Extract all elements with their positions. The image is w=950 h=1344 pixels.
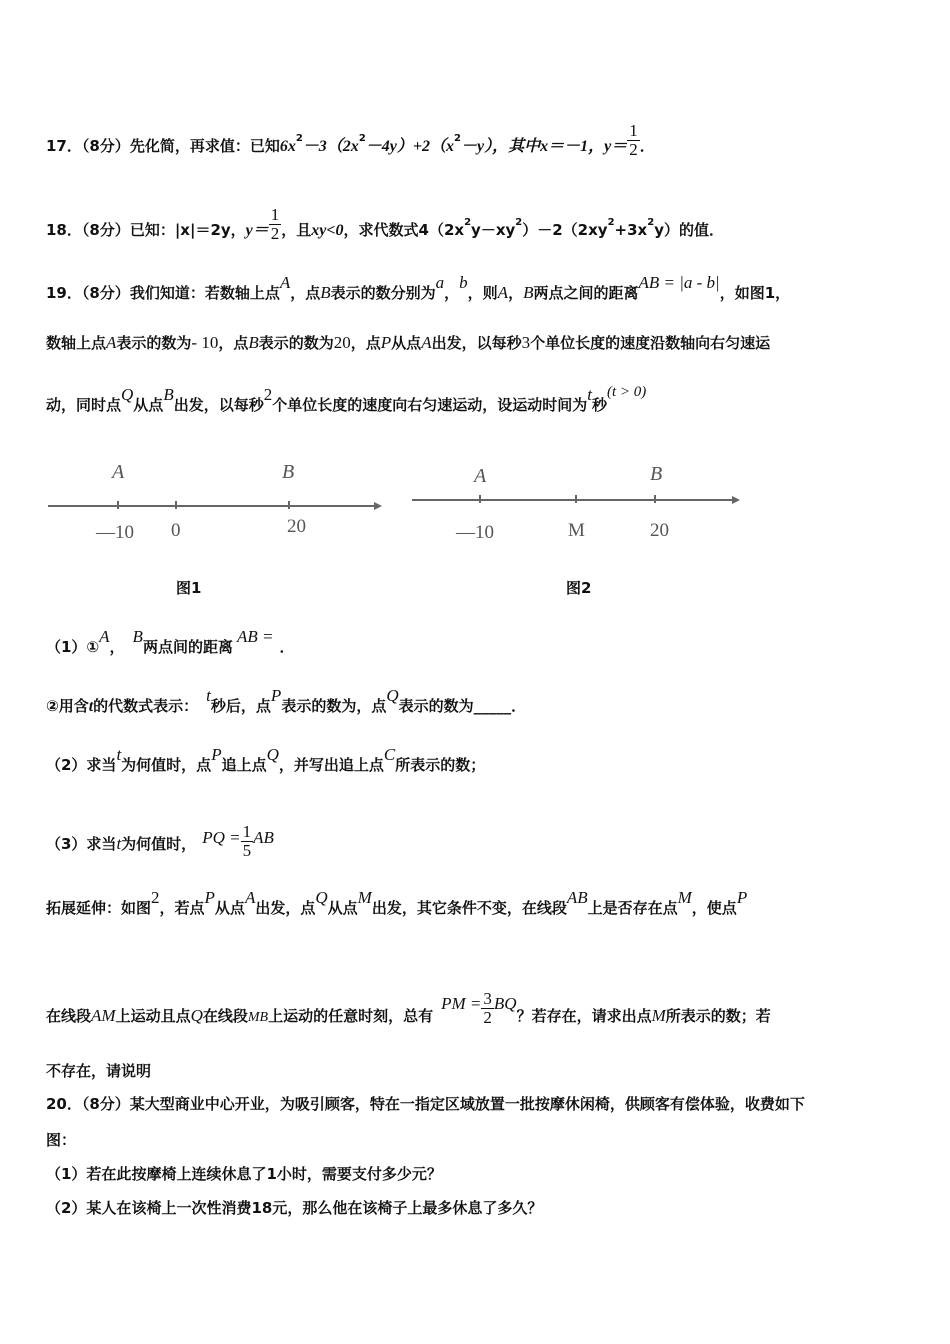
q19-text: 出发，以每秒: [431, 334, 522, 352]
q17-frac-num: 1: [629, 121, 638, 140]
math-A: A: [244, 888, 256, 907]
q19-text: ，点: [218, 334, 249, 352]
part-text: 秒后，点: [210, 697, 271, 715]
math-B: B: [132, 627, 143, 646]
part-text: （1）①: [46, 638, 100, 656]
q17-exp: 2: [295, 133, 303, 144]
q19-text: 出发，以每秒: [173, 396, 264, 414]
speed-Q: 2: [263, 385, 273, 404]
ext-text: 所表示的数；若: [665, 1007, 771, 1025]
math-A: A: [106, 333, 117, 352]
fig2-tick-label: —10: [456, 522, 494, 543]
q18-text-b: ，且: [281, 221, 312, 239]
q18-text-f: +3x: [614, 221, 648, 239]
math-P: P: [270, 686, 282, 705]
question-19-line-3: [46, 384, 910, 416]
ext-text: 在线段: [202, 1007, 248, 1025]
q18-frac-den: 2: [270, 224, 280, 243]
part-text: ，并写出追上点: [278, 756, 384, 774]
math-AM: AM: [91, 1006, 116, 1025]
q19-text: 从点: [391, 334, 422, 352]
q18-text-g: y）的值．: [654, 221, 724, 239]
part-2: [46, 745, 910, 775]
q17-expr-3: －4y）+2（x: [365, 138, 455, 155]
q18-exp: 2: [464, 217, 472, 228]
fraction-one-fifth: [241, 823, 254, 860]
math-AB: AB: [566, 888, 588, 907]
q18-exp: 2: [515, 217, 523, 228]
part-text: 为何值时，: [121, 835, 197, 853]
math-b: b: [459, 273, 468, 292]
q18-text-c: ，求代数式4（2x: [343, 221, 465, 239]
part-text: 表示的数为: [281, 697, 357, 715]
math-AB: AB =: [236, 627, 274, 646]
q17-expr-2: －3（2x: [302, 138, 359, 155]
math-distance-formula: AB = |a - b|: [638, 273, 720, 292]
question-20-line-2: [46, 1130, 910, 1150]
q17-fraction: [627, 122, 640, 159]
math-B: B: [163, 385, 174, 404]
part-text: 表示的数为: [398, 697, 474, 715]
math-Q: Q: [121, 385, 134, 404]
fig1-label-B: B: [282, 461, 295, 483]
math-Q: Q: [315, 888, 328, 907]
figure-1-caption: 图1: [176, 579, 202, 597]
math-B: B: [248, 333, 259, 352]
part-text: （2）求当: [46, 756, 117, 774]
q18-fraction: [269, 206, 282, 243]
speed-P: 3: [521, 333, 531, 352]
answer-blank: _____: [473, 697, 512, 715]
ext-text: ？若存在，请求出点: [516, 1007, 652, 1025]
ext-text: 从点: [327, 899, 358, 917]
fig1-tick-label: —10: [96, 522, 134, 543]
math-A: A: [99, 627, 110, 646]
q20-text: （1）若在此按摩椅上连续休息了1小时，需要支付多少元？: [46, 1165, 442, 1183]
q19-text: 表示的数分别为: [330, 284, 436, 302]
frac-den: 5: [242, 841, 252, 860]
math-a: a: [435, 273, 445, 292]
ext-text: 出发，点: [255, 899, 316, 917]
frac-num: 3: [483, 989, 492, 1008]
question-20-part-1: [46, 1164, 910, 1184]
q19-text: 表示的数为: [258, 334, 334, 352]
part-text: 追上点: [221, 756, 267, 774]
q19-number: 19．: [46, 284, 82, 302]
part-text: 为何值时，点: [121, 756, 212, 774]
ext-text: 不存在，请说明: [46, 1062, 152, 1080]
part-text: 所表示的数；: [395, 756, 486, 774]
q17-number: 17．: [46, 137, 82, 155]
math-MB: MB: [247, 1010, 269, 1025]
extension-line-2: [46, 989, 910, 1035]
q18-number: 18．: [46, 221, 82, 239]
q17-end: ．: [639, 137, 655, 155]
extension-line-3: [46, 1061, 910, 1081]
q19-text: 我们知道：若数轴上点: [129, 284, 280, 302]
math-Q: Q: [266, 745, 279, 764]
q17-exp: 2: [358, 133, 366, 144]
figure-2-caption: 图2: [566, 579, 592, 597]
q17-expr-1: 6x: [279, 138, 296, 155]
math-t: t: [206, 686, 211, 705]
q18-exp: 2: [647, 217, 655, 228]
ext-text: 上是否存在点: [587, 899, 678, 917]
q17-exp: 2: [454, 133, 461, 144]
q19-text: 表示的数为: [116, 334, 192, 352]
part-1-1: [46, 627, 910, 657]
part-text: ，点: [356, 697, 387, 715]
ext-text: 上运动且点: [115, 1007, 191, 1025]
q19-text: ，点: [350, 334, 381, 352]
math-P: P: [380, 333, 392, 352]
math-t-condition: (t > 0): [606, 384, 647, 400]
math-A: A: [421, 333, 432, 352]
q20-text: 图：: [46, 1131, 77, 1149]
value-B: 20: [333, 333, 351, 352]
question-17: [46, 121, 910, 165]
q17-cond-y: y＝: [604, 138, 628, 155]
figure-1-number-line: [44, 450, 384, 560]
q19-text: 数轴上点: [46, 334, 107, 352]
q20-text: （2）某人在该椅上一次性消费18元，那么他在该椅子上最多休息了多久？: [46, 1199, 543, 1217]
arrow-head-icon: [374, 502, 382, 510]
math-P: P: [211, 745, 222, 764]
fig1-tick-label: 0: [171, 520, 181, 541]
q18-score: （8分）: [81, 221, 130, 239]
math-A: A: [497, 283, 509, 302]
q18-cond-y: y＝: [245, 222, 269, 239]
math-t: t: [116, 834, 122, 853]
q19-text: 秒: [591, 396, 607, 414]
math-M: M: [677, 888, 692, 907]
part-text: ②用含: [46, 697, 89, 715]
math-M: M: [651, 1006, 666, 1025]
q19-score: （8分）: [81, 284, 130, 302]
arrow-head-icon: [732, 496, 740, 504]
part-text: ，: [109, 638, 125, 656]
math-AB: AB: [253, 828, 274, 847]
math-P: P: [736, 888, 748, 907]
question-19-line-2: [46, 333, 910, 353]
part-text: ．: [279, 638, 295, 656]
math-Q: Q: [190, 1006, 203, 1025]
q18-exp: 2: [607, 217, 615, 228]
q19-text: 动，同时点: [46, 396, 122, 414]
q19-text: ，: [444, 284, 460, 302]
figure-ref: 2: [151, 888, 160, 907]
q19-text: ，: [508, 284, 524, 302]
q18-text-d: y－xy: [471, 221, 516, 239]
fig2-label-A: A: [474, 465, 487, 487]
math-A: A: [279, 273, 291, 292]
fig2-label-B: B: [650, 463, 663, 485]
part-1-2: [46, 686, 910, 717]
fig2-tick-label: M: [568, 520, 585, 541]
q19-text: 个单位长度的速度向右匀速运动，设运动时间为: [272, 396, 588, 414]
value-A: - 10: [191, 333, 219, 352]
math-t: t: [587, 385, 592, 404]
math-t: t: [116, 745, 122, 764]
figure-2-number-line: [408, 450, 748, 560]
math-M: M: [357, 888, 372, 907]
q19-text: 从点: [133, 396, 164, 414]
fraction-three-halves: [481, 990, 494, 1027]
q17-cond-x: x＝－1，: [540, 138, 605, 155]
part-3: [46, 822, 910, 863]
ext-text: 上运动的任意时刻，总有: [268, 1007, 434, 1025]
question-19-line-1: [46, 273, 910, 303]
fig1-label-A: A: [112, 461, 125, 483]
ext-text: ，若点: [159, 899, 205, 917]
part-text: ．: [511, 697, 527, 715]
question-18: [46, 205, 910, 249]
q19-text: ，如图1，: [719, 284, 791, 302]
ext-text: 拓展延伸：如图: [46, 899, 152, 917]
math-B: B: [320, 283, 331, 302]
q18-text-e: ）－2（2xy: [522, 221, 608, 239]
question-20-part-2: [46, 1198, 910, 1218]
ext-text: 出发，其它条件不变，在线段: [371, 899, 567, 917]
q18-cond-xy: xy<0: [311, 222, 344, 239]
ext-text: ，使点: [691, 899, 737, 917]
q17-frac-den: 2: [629, 140, 638, 159]
q18-frac-num: 1: [270, 205, 280, 224]
q19-text: 个单位长度的速度沿数轴向右匀速运: [530, 334, 771, 352]
fig1-tick-label: 20: [287, 516, 306, 537]
math-C: C: [383, 745, 396, 764]
part-text: 两点间的距离: [142, 638, 233, 656]
math-B: B: [523, 283, 534, 302]
math-P: P: [204, 888, 215, 907]
q19-text: ，则: [467, 284, 498, 302]
math-Q: Q: [386, 686, 399, 705]
part-text: 的代数式表示：: [93, 697, 199, 715]
q19-text: ，点: [290, 284, 321, 302]
math-PM: PM =: [441, 994, 482, 1013]
math-t: t: [88, 698, 94, 715]
math-BQ: BQ: [493, 994, 517, 1013]
q18-text-a: 已知：|x|＝2y，: [129, 221, 246, 239]
q20-text: 20．（8分）某大型商业中心开业，为吸引顾客，特在一指定区域放置一批按摩休闲椅，供顾客有偿体验，收费如下: [46, 1095, 805, 1113]
frac-den: 2: [483, 1008, 492, 1027]
frac-num: 1: [242, 822, 252, 841]
q19-text: 两点之间的距离: [533, 284, 639, 302]
part-text: （3）求当: [46, 835, 117, 853]
question-20-line-1: [46, 1094, 910, 1114]
fig2-tick-label: 20: [650, 520, 669, 541]
q17-text: 先化简，再求值：已知: [129, 137, 280, 155]
q17-expr-4: －y），其中: [460, 138, 541, 155]
extension-line-1: [46, 888, 910, 918]
math-PQ: PQ =: [202, 828, 241, 847]
ext-text: 在线段: [46, 1007, 92, 1025]
ext-text: 从点: [214, 899, 245, 917]
q17-score: （8分）: [81, 137, 130, 155]
